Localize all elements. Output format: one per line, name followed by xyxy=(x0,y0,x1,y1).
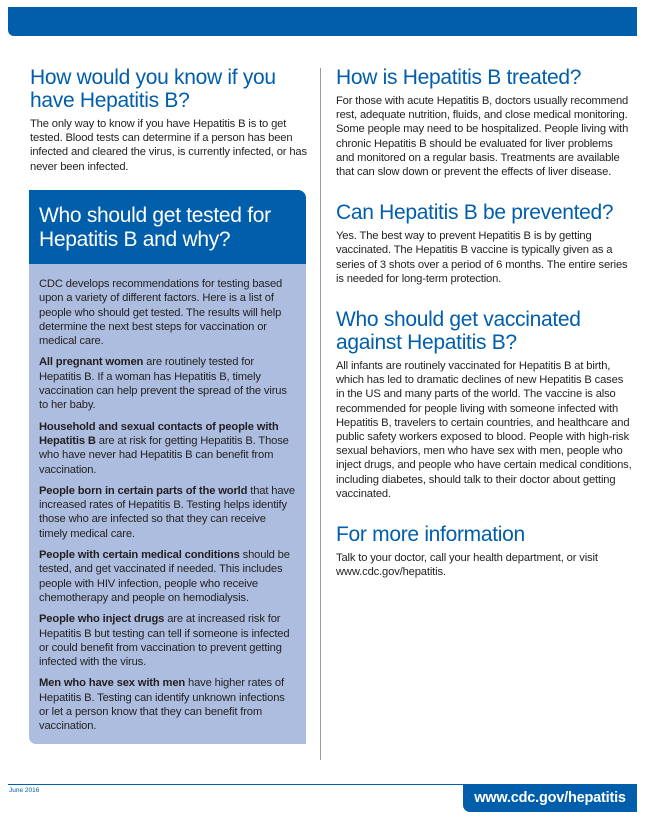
right-column xyxy=(336,66,632,594)
list-item xyxy=(39,484,296,541)
item-bold: People born in certain parts of the world xyxy=(39,484,248,497)
section-body: For those with acute Hepatitis B, doctors usually recommend rest, adequate nutrition, fluids, and close medical monitoring. Some people may need to be hospitalized. People living with chronic Hepatitis B should be evaluated for liver problems and monitored on a regular basis. Treatments are available that can slow down or prevent the effects of liver disease. xyxy=(336,95,629,179)
list-item xyxy=(39,548,296,605)
footer-url-link[interactable]: www.cdc.gov/hepatitis xyxy=(463,784,637,812)
item-bold: People with certain medical conditions xyxy=(39,549,240,562)
item-bold: All pregnant women xyxy=(39,356,144,369)
section-title: How is Hepatitis B treated? xyxy=(336,66,582,89)
item-text: are at risk for getting Hepatitis B. Those who have never had Hepatitis B can benefit from vaccination. xyxy=(39,434,289,476)
footer-date: June 2016 xyxy=(9,787,40,794)
column-divider xyxy=(320,68,321,760)
section-vaccinated xyxy=(336,308,632,501)
header-bar xyxy=(8,7,637,36)
box-intro: CDC develops recommendations for testing based upon a variety of different factors. Here is a list of people who should get tested. The results will help determine the next best steps for vaccination or medical care. xyxy=(39,278,283,348)
section-title: Can Hepatitis B be prevented? xyxy=(336,201,614,225)
item-text: are at increased risk for Hepatitis B but testing can tell if someone is infected or could benefit from vaccination to prevent getting infected with the virus. xyxy=(39,613,290,669)
box-header xyxy=(29,190,306,264)
item-text: have higher rates of Hepatitis B. Testing can identify unknown infections or let a person know that they can benefit from vaccination. xyxy=(39,677,285,733)
section-prevented xyxy=(336,201,632,286)
section-body: Yes. The best way to prevent Hepatitis B is by getting vaccinated. The Hepatitis B vaccine is typically given as a series of 3 shots over a period of 6 months. The entire series is needed for long-term protection. xyxy=(336,230,628,285)
section-more-info xyxy=(336,523,632,579)
list-item xyxy=(39,355,296,412)
left-column xyxy=(30,66,312,174)
list-item xyxy=(39,612,296,669)
item-text: should be tested, and get vaccinated if needed. This includes people with HIV infection, people who receive chemotherapy and people on hemodialysis. xyxy=(39,549,290,604)
item-text: that have increased rates of Hepatitis B. Testing helps identify those who are infected so that they can receive timely medical care. xyxy=(39,484,295,540)
item-bold: People who inject drugs xyxy=(39,613,165,626)
box-title: Who should get tested for Hepatitis B and why? xyxy=(39,204,271,251)
section-body: All infants are routinely vaccinated for Hepatitis B at birth, which has led to dramatic declines of new Hepatitis B cases in the US and many parts of the world. The vaccine is also recommended for people living with someone infected with Hepatitis B, travelers to certain countries, and healthcare and public safety workers exposed to blood. People with high-risk sexual behaviors, men who have sex with men, people who inject drugs, and people who have certain medical conditions, including diabetes, should talk to their doctor about getting vaccinated. xyxy=(336,360,632,500)
section-title-how-know: How would you know if you have Hepatitis B? xyxy=(30,66,276,112)
item-bold: Household and sexual contacts of people with Hepatitis B xyxy=(39,420,279,447)
section-title: Who should get vaccinated against Hepatitis B? xyxy=(336,308,581,355)
section-title: For more information xyxy=(336,523,525,547)
section-body-how-know: The only way to know if you have Hepatitis B is to get tested. Blood tests can determine if a person has been infected and cleared the virus, is currently infected, or has never been infected. xyxy=(30,118,307,173)
list-item xyxy=(39,420,296,477)
section-treated xyxy=(336,66,632,179)
section-body: Talk to your doctor, call your health department, or visit www.cdc.gov/hepatitis. xyxy=(336,552,598,579)
list-item xyxy=(39,676,296,733)
item-bold: Men who have sex with men xyxy=(39,677,186,690)
box-body xyxy=(29,264,306,734)
item-text: are routinely tested for Hepatitis B. If a woman has Hepatitis B, timely vaccination can help prevent the spread of the virus to her baby. xyxy=(39,356,287,412)
who-should-get-tested-box xyxy=(29,190,306,744)
